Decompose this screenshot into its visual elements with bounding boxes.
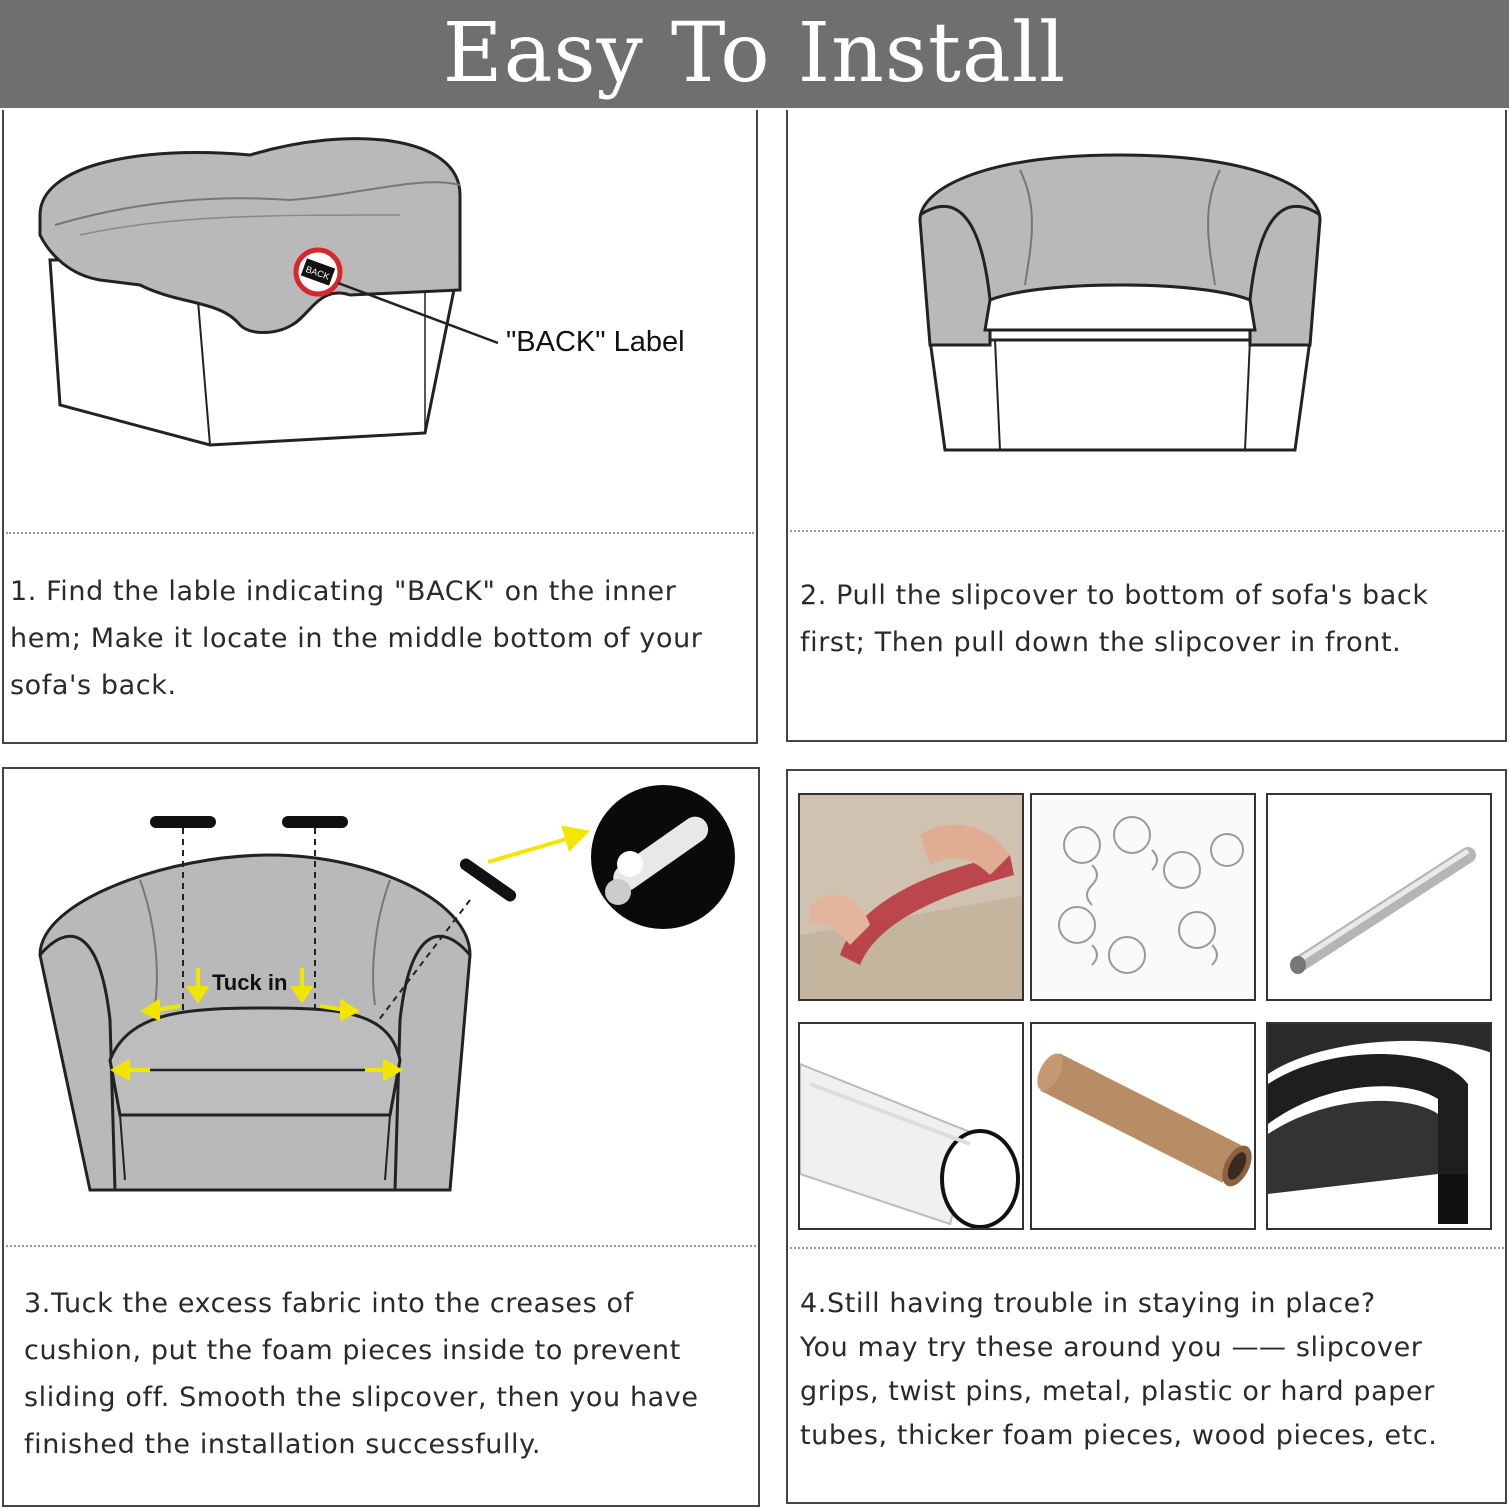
step-3-caption: [24, 1280, 699, 1468]
twist-pins-photo-icon: [1032, 795, 1256, 1001]
step-2-caption: [800, 572, 1429, 666]
caption-line: You may try these around you —— slipcover: [800, 1332, 1423, 1363]
grip-tile: [798, 793, 1024, 1001]
caption-line: tubes, thicker foam pieces, wood pieces, etc.: [800, 1420, 1438, 1451]
paper-tube-photo-icon: [1032, 1024, 1256, 1230]
metal-tube-tile: [1266, 793, 1492, 1001]
caption-line: grips, twist pins, metal, plastic or hard paper: [800, 1376, 1435, 1407]
foam-rod-photo-icon: [588, 782, 738, 932]
foam-strip-tile: [1266, 1022, 1492, 1230]
back-tag-text: BACK: [304, 264, 331, 282]
tuck-in-label: Tuck in: [212, 970, 288, 995]
metal-tube-photo-icon: [1268, 795, 1492, 1001]
caption-line: 4.Still having trouble in staying in place?: [800, 1288, 1376, 1319]
slipcover-grip-photo-icon: [800, 795, 1024, 1001]
step-4-caption: [800, 1282, 1438, 1458]
header-banner: [0, 0, 1509, 108]
twist-pins-tile: [1030, 793, 1256, 1001]
foam-piece-icon: [150, 816, 216, 828]
foam-strip-photo-icon: [1268, 1024, 1492, 1230]
caption-line: first; Then pull down the slipcover in front.: [800, 627, 1402, 658]
foam-piece-icon: [458, 856, 519, 904]
step-3-divider: [6, 1245, 756, 1247]
step-2-divider: [790, 530, 1504, 532]
caption-line: sofa's back.: [10, 670, 177, 701]
caption-line: sliding off. Smooth the slipcover, then you have: [24, 1382, 699, 1413]
page-title: Easy To Install: [442, 6, 1067, 101]
caption-line: 1. Find the lable indicating "BACK" on the inner: [10, 576, 677, 607]
step-4-divider: [790, 1247, 1504, 1249]
caption-line: 3.Tuck the excess fabric into the creases of: [24, 1288, 634, 1319]
caption-line: 2. Pull the slipcover to bottom of sofa's back: [800, 580, 1429, 611]
caption-line: cushion, put the foam pieces inside to prevent: [24, 1335, 681, 1366]
back-label-callout: "BACK" Label: [506, 326, 685, 358]
armchair-back-covered-illustration: [900, 150, 1340, 460]
caption-line: hem; Make it locate in the middle bottom of your: [10, 623, 703, 654]
paper-tube-tile: [1030, 1022, 1256, 1230]
sofa-back-label-illustration: [20, 115, 740, 475]
plastic-tube-photo-icon: [800, 1024, 1024, 1230]
plastic-tube-tile: [798, 1022, 1024, 1230]
step-1-caption: [10, 568, 703, 709]
caption-line: finished the installation successfully.: [24, 1429, 542, 1460]
foam-piece-icon: [282, 816, 348, 828]
step-1-divider: [6, 532, 754, 534]
